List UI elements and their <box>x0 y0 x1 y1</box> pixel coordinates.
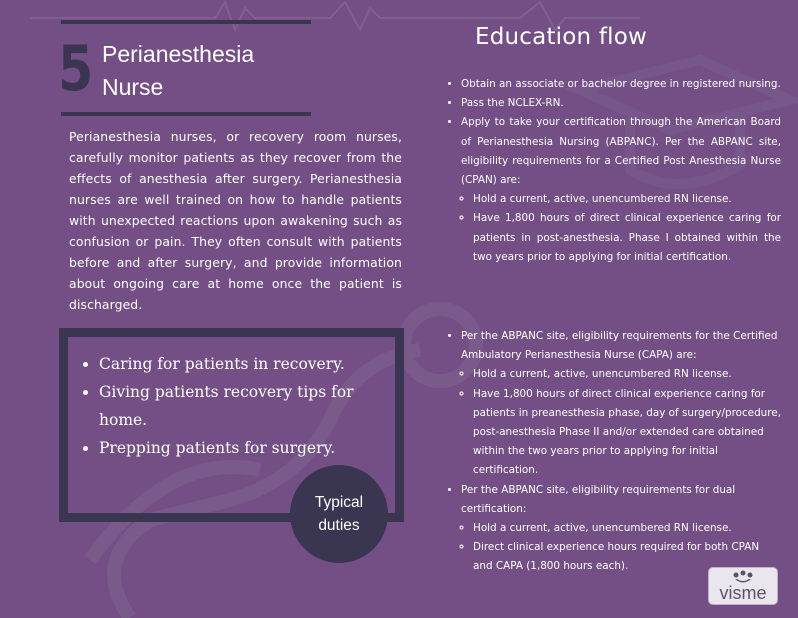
visme-logo[interactable] <box>708 567 778 605</box>
cpan-requirement: ◦ Hold a current, active, unencumbered RN license. <box>473 190 781 209</box>
duties-list <box>77 350 389 462</box>
dual-section <box>461 481 781 577</box>
dual-intro: • Per the ABPANC site, eligibility requirements for dual certification: <box>461 483 736 515</box>
education-step: • Obtain an associate or bachelor degree in registered nursing. <box>461 75 781 94</box>
education-steps-list <box>446 75 781 267</box>
education-step: • Pass the NCLEX-RN. <box>461 94 781 113</box>
duty-item: • Prepping patients for surgery. <box>99 434 389 462</box>
typical-duties-badge <box>290 465 388 563</box>
badge-line-2: duties <box>318 517 360 534</box>
capa-intro: • Per the ABPANC site, eligibility requirements for the Certified Ambulatory Perianesthesia Nurse (CAPA) are: <box>461 330 778 362</box>
title-line-1: Perianesthesia <box>102 41 255 67</box>
duty-item: • Caring for patients in recovery. <box>99 350 389 378</box>
title-bottom-rule <box>61 112 311 116</box>
capa-section <box>461 327 781 481</box>
education-title: Education flow <box>475 24 647 50</box>
cpan-requirements-list <box>461 190 781 267</box>
duty-item: • Giving patients recovery tips for home. <box>99 378 389 434</box>
section-number: 5 <box>58 32 94 105</box>
capa-requirement: ◦ Have 1,800 hours of direct clinical experience caring for patients in preanesthesia phase, day of surgery/procedure, post-anesthesia Phase II and/or extended care obtained within the two years prior to applying for initial certification. <box>473 385 781 481</box>
dual-requirement: ◦ Hold a current, active, unencumbered RN license. <box>473 519 781 538</box>
capa-requirement: ◦ Hold a current, active, unencumbered RN license. <box>473 365 781 384</box>
badge-line-1: Typical <box>314 494 364 511</box>
certification-requirements-list <box>446 327 781 577</box>
education-step <box>461 113 781 267</box>
cpan-requirement: ◦ Have 1,800 hours of direct clinical experience caring for patients in post-anesthesia. Phase I obtained within the two years prior to applying for initial certification. <box>473 209 781 267</box>
page-title <box>102 38 254 104</box>
visme-logo-text: visme <box>719 583 767 603</box>
dual-requirement: ◦ Direct clinical experience hours required for both CPAN and CAPA (1,800 hours each). <box>473 538 781 576</box>
capa-requirements-list <box>461 365 781 480</box>
title-line-2: Nurse <box>102 74 164 100</box>
title-top-rule <box>61 20 311 24</box>
education-step-text: • Apply to take your certification through the American Board of Perianesthesia Nursing (ABPANC). Per the ABPANC site, eligibility requirements for a Certified Post Anesthesia Nurse (CPAN) are: <box>461 116 781 187</box>
description-paragraph: Perianesthesia nurses, or recovery room nurses, carefully monitor patients as they recover from the effects of anesthesia after surgery. Perianesthesia nurses are well trained on how to handle patients with unexpected reactions upon awakening such as confusion or pain. They often consult with patients before and after surgery, and provide information about ongoing care at home once the patient is discharged. <box>69 129 402 312</box>
